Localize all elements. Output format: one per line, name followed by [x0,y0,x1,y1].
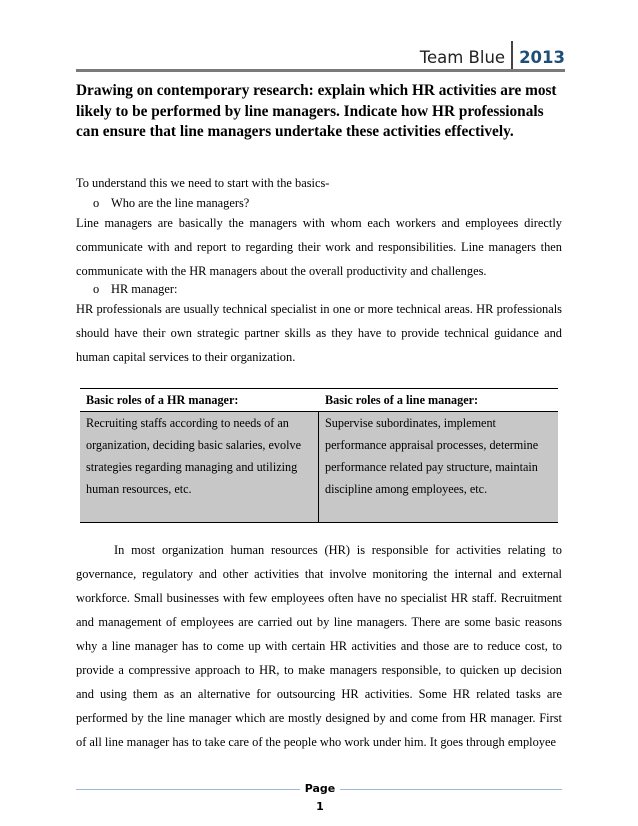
bullet-line-managers [93,193,553,213]
bullet-text: HR manager: [111,282,178,296]
table-header-line: Basic roles of a line manager: [325,392,479,407]
bullet-hr-manager [93,279,553,299]
intro-text: To understand this we need to start with the basics- [76,176,330,190]
document-title: Drawing on contemporary research: explain which HR activities are most likely to be performed by line managers. Indicate how HR professionals can ensure that line managers undertake these activities effectively. [76,82,557,140]
header-team-name: Team Blue [419,48,506,67]
header-rule [76,69,565,72]
footer-rule-left [76,789,300,790]
bullet-mark: o [93,196,100,210]
page-header [420,41,565,69]
table-header-row [80,389,558,411]
page-number: Page 1 [304,782,336,813]
table-header-hr: Basic roles of a HR manager: [86,392,239,407]
table-cell-hr-roles: Recruiting staffs according to needs of an organization, deciding basic salaries, evolve strategies regarding managing and utilizing human resources, etc. [80,412,319,522]
header-year: 2013 [519,48,565,67]
table-row [80,411,558,522]
table-cell-line-roles: Supervise subordinates, implement performance appraisal processes, determine performance related pay structure, maintain discipline among employees, etc. [325,416,539,496]
roles-table [80,388,558,523]
footer-rule-right [340,789,562,790]
hr-manager-paragraph: HR professionals are usually technical specialist in one or more technical areas. HR professionals should have their own strategic partner skills as they have to provide technical guidance and human capital services to their organization. [76,302,562,364]
bullet-mark: o [93,282,100,296]
main-paragraph: In most organization human resources (HR) is responsible for activities relating to governance, regulatory and other activities that involve monitoring the internal and external workforce. Small businesses with few employees often have no specialist HR staff. Recruitment and management of employees are carried out by line managers. There are some basic reasons why a line manager has to come up with certain HR activities and those are to reduce cost, to provide a compressive approach to HR, to make managers responsible, to quicken up decision and using them as an alternative for outsourcing HR activities. Some HR related tasks are performed by the line manager which are mostly designed by and come from HR manager. First of all line manager has to take care of the people who work under him. It goes through employee [76,543,562,749]
line-managers-paragraph: Line managers are basically the managers with whom each workers and employees directly communicate with and report to regarding their work and responsibilities. Line managers then communicate with the HR managers about the overall productivity and challenges. [76,216,562,278]
bullet-text: Who are the line managers? [111,196,250,210]
